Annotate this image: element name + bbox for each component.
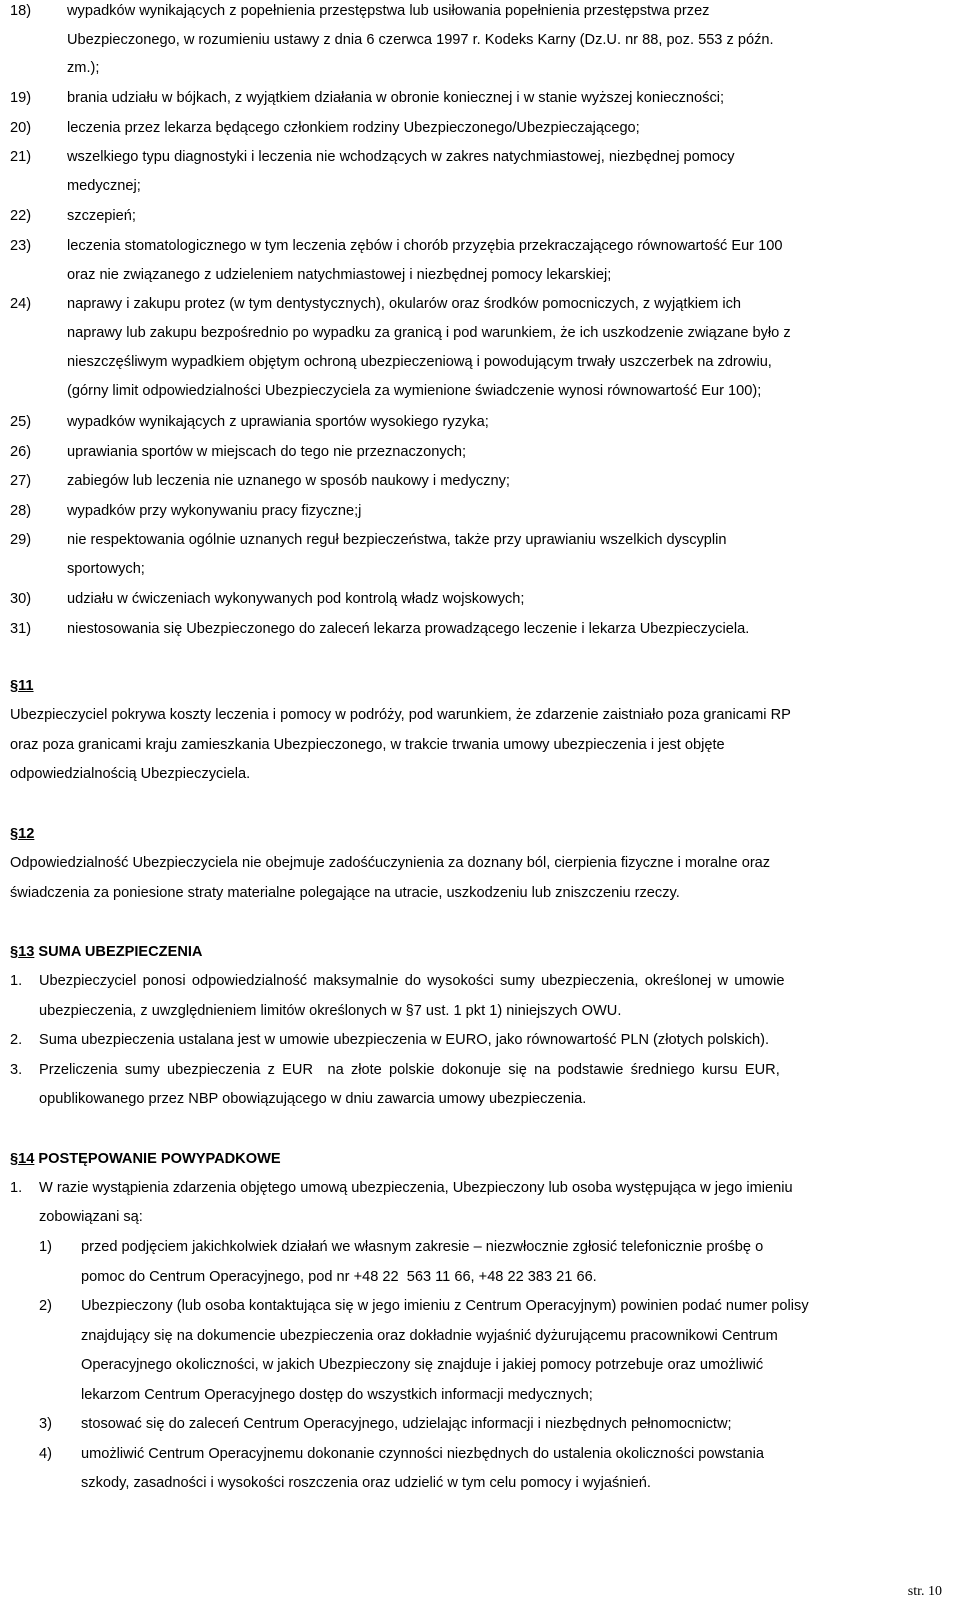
list-item-text: wypadków wynikających z popełnienia przestępstwa lub usiłowania popełnienia przestępstwa przez: [67, 3, 710, 19]
list-item-number: 28): [10, 503, 32, 519]
paragraph-line: Odpowiedzialność Ubezpieczyciela nie obejmuje zadośćuczynienia za doznany ból, cierpienia fizyczne i moralne oraz: [10, 855, 771, 871]
list-item-text: lekarzom Centrum Operacyjnego dostęp do wszystkich informacji medycznych;: [81, 1387, 593, 1403]
list-item-number: 3): [39, 1416, 52, 1432]
list-item-number: 2.: [10, 1032, 23, 1048]
list-item-text: wszelkiego typu diagnostyki i leczenia nie wchodzących w zakres natychmiastowej, niezbędnej pomocy: [67, 149, 735, 165]
list-item-text: zabiegów lub leczenia nie uznanego w sposób naukowy i medyczny;: [67, 473, 510, 489]
list-item-number: 1.: [10, 1180, 23, 1196]
list-item-number: 21): [10, 149, 32, 165]
list-item-text: wypadków wynikających z uprawiania sportów wysokiego ryzyka;: [67, 414, 489, 430]
list-item-text: Ubezpieczony (lub osoba kontaktująca się w jego imieniu z Centrum Operacyjnym) powinien podać numer polisy: [81, 1298, 809, 1314]
list-item-number: 3.: [10, 1062, 23, 1078]
paragraph-line: świadczenia za poniesione straty materialne polegające na utracie, uszkodzeniu lub zniszczeniu rzeczy.: [10, 885, 680, 901]
list-item-number: 20): [10, 120, 32, 136]
list-item-text: Ubezpieczonego, w rozumieniu ustawy z dnia 6 czerwca 1997 r. Kodeks Karny (Dz.U. nr 88, poz. 553 z późn.: [67, 32, 774, 48]
page-number: str. 10: [907, 1584, 942, 1599]
list-item-text: udziału w ćwiczeniach wykonywanych pod kontrolą władz wojskowych;: [67, 591, 525, 607]
list-item-number: 27): [10, 473, 32, 489]
list-item-number: 24): [10, 296, 32, 312]
list-item-text: Ubezpieczyciel ponosi odpowiedzialność maksymalnie do wysokości sumy ubezpieczenia, określonej w umowie: [39, 973, 785, 989]
list-item-number: 29): [10, 532, 32, 548]
list-item-text: sportowych;: [67, 561, 145, 577]
list-item-text: uprawiania sportów w miejscach do tego nie przeznaczonych;: [67, 444, 467, 460]
list-item-text: szkody, zasadności i wysokości roszczenia oraz udzielić w tym celu pomocy i wyjaśnień.: [81, 1475, 651, 1491]
paragraph-line: oraz poza granicami kraju zamieszkania Ubezpieczonego, w trakcie trwania umowy ubezpieczenia i jest objęte: [10, 737, 725, 753]
list-item-text: brania udziału w bójkach, z wyjątkiem działania w obronie koniecznej i w stanie wyższej konieczności;: [67, 90, 725, 106]
list-item-text: umożliwić Centrum Operacyjnemu dokonanie czynności niezbędnych do ustalenia okoliczności powstania: [81, 1446, 765, 1462]
list-item-number: 19): [10, 90, 32, 106]
list-item-number: 2): [39, 1298, 52, 1314]
list-item-text: Przeliczenia sumy ubezpieczenia z EUR na złote polskie dokonuje się na podstawie średniego kursu EUR,: [39, 1062, 780, 1078]
paragraph-line: odpowiedzialnością Ubezpieczyciela.: [10, 766, 251, 782]
list-item-number: 18): [10, 3, 32, 19]
list-item-text: oraz nie związanego z udzieleniem natychmiastowej i niezbędnej pomocy lekarskiej;: [67, 267, 612, 283]
list-item-number: 23): [10, 238, 32, 254]
list-item-text: Operacyjnego okoliczności, w jakich Ubezpieczony się znajduje i jakiej pomocy potrzebuje oraz umożliwić: [81, 1357, 764, 1373]
list-item-text: nie respektowania ogólnie uznanych reguł bezpieczeństwa, także przy uprawianiu wszelkich dyscyplin: [67, 532, 727, 548]
list-item-number: 1): [39, 1239, 52, 1255]
list-item-text: wypadków przy wykonywaniu pracy fizyczne;j: [67, 503, 362, 519]
list-item-text: leczenia stomatologicznego w tym leczenia zębów i chorób przyzębia przekraczającego równowartość Eur 100: [67, 238, 783, 254]
list-item-text: naprawy lub zakupu bezpośrednio po wypadku za granicą i pod warunkiem, że ich uszkodzenie związane było z: [67, 325, 791, 341]
section-heading: §12: [10, 826, 35, 842]
list-item-number: 1.: [10, 973, 23, 989]
paragraph-line: W razie wystąpienia zdarzenia objętego umową ubezpieczenia, Ubezpieczony lub osoba występująca w jego imieniu: [39, 1180, 793, 1196]
list-item-text: opublikowanego przez NBP obowiązującego w dniu zawarcia umowy ubezpieczenia.: [39, 1091, 587, 1107]
list-item-text: szczepień;: [67, 208, 136, 224]
list-item-text: naprawy i zakupu protez (w tym dentystycznych), okularów oraz środków pomocniczych, z wyjątkiem ich: [67, 296, 741, 312]
list-item-number: 26): [10, 444, 32, 460]
list-item-text: medycznej;: [67, 178, 141, 194]
list-item-text: zm.);: [67, 60, 100, 76]
list-item-text: niestosowania się Ubezpieczonego do zaleceń lekarza prowadzącego leczenie i lekarza Ubezpieczyciela.: [67, 621, 750, 637]
list-item-text: stosować się do zaleceń Centrum Operacyjnego, udzielając informacji i niezbędnych pełnomocnictw;: [81, 1416, 732, 1432]
list-item-number: 30): [10, 591, 32, 607]
section-heading: §14 POSTĘPOWANIE POWYPADKOWE: [10, 1151, 281, 1167]
paragraph-line: zobowiązani są:: [39, 1209, 143, 1225]
list-item-text: znajdujący się na dokumencie ubezpieczenia oraz dokładnie wyjaśnić dyżurującemu pracownikowi Centrum: [81, 1328, 778, 1344]
list-item-text: (górny limit odpowiedzialności Ubezpieczyciela za wymienione świadczenie wynosi równowartość Eur 100);: [67, 383, 762, 399]
list-item-text: ubezpieczenia, z uwzględnieniem limitów określonych w §7 ust. 1 pkt 1) niniejszych OWU.: [39, 1003, 622, 1019]
list-item-number: 31): [10, 621, 32, 637]
list-item-text: leczenia przez lekarza będącego członkiem rodziny Ubezpieczonego/Ubezpieczającego;: [67, 120, 640, 136]
list-item-text: pomoc do Centrum Operacyjnego, pod nr +48 22 563 11 66, +48 22 383 21 66.: [81, 1269, 597, 1285]
section-heading: §11: [10, 678, 34, 694]
list-item-number: 4): [39, 1446, 52, 1462]
list-item-text: przed podjęciem jakichkolwiek działań we własnym zakresie – niezwłocznie zgłosić telefonicznie prośbę o: [81, 1239, 764, 1255]
list-item-number: 25): [10, 414, 32, 430]
section-heading: §13 SUMA UBEZPIECZENIA: [10, 944, 203, 960]
list-item-text: Suma ubezpieczenia ustalana jest w umowie ubezpieczenia w EURO, jako równowartość PLN (złotych polskich).: [39, 1032, 770, 1048]
paragraph-line: Ubezpieczyciel pokrywa koszty leczenia i pomocy w podróży, pod warunkiem, że zdarzenie zaistniało poza granicami RP: [10, 707, 791, 723]
list-item-number: 22): [10, 208, 32, 224]
list-item-text: nieszczęśliwym wypadkiem objętym ochroną ubezpieczeniową i powodującym trwały uszczerbek na zdrowiu,: [67, 354, 772, 370]
